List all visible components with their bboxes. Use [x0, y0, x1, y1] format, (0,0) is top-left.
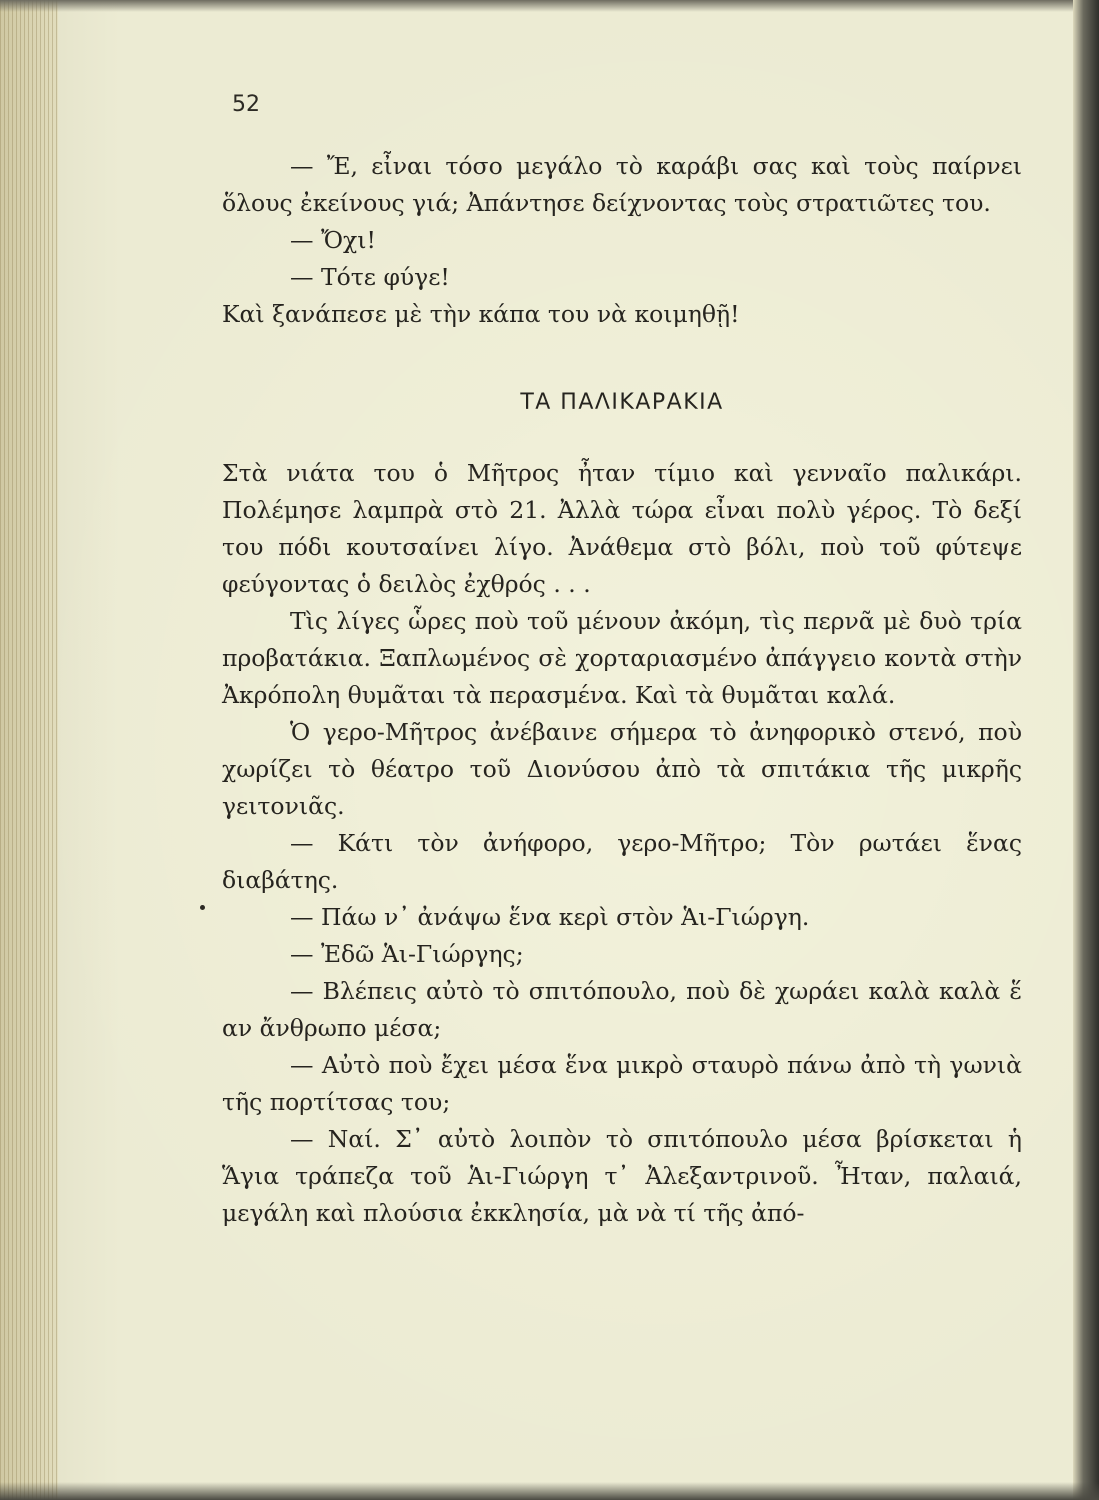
paragraph: — Πάω ν᾽ ἀνάψω ἕνα κερὶ στὸν Ἁι-Γιώργη.	[290, 903, 810, 931]
paragraph: Ὁ γερο-Μῆτρος ἀνέβαινε σήμερα τὸ ἀνηφορικὸ στενό, ποὺ χωρίζει τὸ θέατρο τοῦ Διονύσου ἀπὸ τὰ σπιτάκια τῆς μικρῆς γειτονιᾶς.	[222, 718, 1022, 820]
book-spine-shadow	[0, 0, 58, 1500]
paragraph: — Βλέπεις αὐτὸ τὸ σπιτόπουλο, ποὺ δὲ χωράει καλὰ καλὰ ἕ αν ἄνθρωπο μέσα;	[222, 977, 1022, 1042]
page-right-edge	[1073, 0, 1099, 1500]
page-top-edge	[0, 0, 1099, 12]
paragraph: — Κάτι τὸν ἀνήφορο, γερο-Μῆτρο; Τὸν ρωτάει ἕνας διαβάτης.	[222, 829, 1022, 894]
paragraph: — Ἐδῶ Ἁι-Γιώργης;	[290, 940, 524, 968]
paragraph: — Αὐτὸ ποὺ ἔχει μέσα ἕνα μικρὸ σταυρὸ πάνω ἀπὸ τὴ γωνιὰ τῆς πορτίτσας του;	[222, 1051, 1022, 1116]
paragraph: Στὰ νιάτα του ὁ Μῆτρος ἦταν τίμιο καὶ γενναῖο παλικάρι. Πολέμησε λαμπρὰ στὸ 21. Ἀλλὰ τώρα εἶναι πολὺ γέρος. Τὸ δεξί του πόδι κουτσαίνει λίγο. Ἀνάθεμα στὸ βόλι, ποὺ τοῦ φύτεψε φεύγοντας ὁ δειλὸς ἐχθρός . . .	[222, 459, 1022, 598]
paragraph: — Ἔ, εἶναι τόσο μεγάλο τὸ καράβι σας καὶ τοὺς παίρνει ὅλους ἐκείνους γιά; Ἀπάντησε δείχνοντας τοὺς στρατιῶτες του.	[222, 152, 1022, 217]
margin-ink-dot	[200, 905, 205, 910]
paragraph: — Ναί. Σ᾽ αὐτὸ λοιπὸν τὸ σπιτόπουλο μέσα βρίσκεται ἡ Ἅγια τράπεζα τοῦ Ἁι-Γιώργη τ᾽ Ἀλεξαντρινοῦ. Ἦταν, παλαιά, μεγάλη καὶ πλούσια ἐκκλησία, μὰ νὰ τί τῆς ἀπό-	[222, 1125, 1022, 1227]
paragraph: — Ὄχι!	[290, 226, 376, 254]
paragraph: Τὶς λίγες ὧρες ποὺ τοῦ μένουν ἀκόμη, τὶς περνᾶ μὲ δυὸ τρία προβατάκια. Ξαπλωμένος σὲ χορταριασμένο ἀπάγγειο κοντὰ στὴν Ἀκρόπολη θυμᾶται τὰ περασμένα. Καὶ τὰ θυμᾶται καλά.	[222, 607, 1022, 709]
paragraph: — Τότε φύγε!	[290, 263, 450, 291]
page-number: 52	[232, 92, 260, 117]
page-bottom-edge	[0, 1482, 1099, 1500]
page-text	[222, 148, 1022, 1232]
section-title: ΤΑ ΠΑΛΙΚΑΡΑΚΙΑ	[520, 390, 724, 415]
paragraph: Καὶ ξανάπεσε μὲ τὴν κάπα του νὰ κοιμηθῇ!	[222, 300, 740, 328]
